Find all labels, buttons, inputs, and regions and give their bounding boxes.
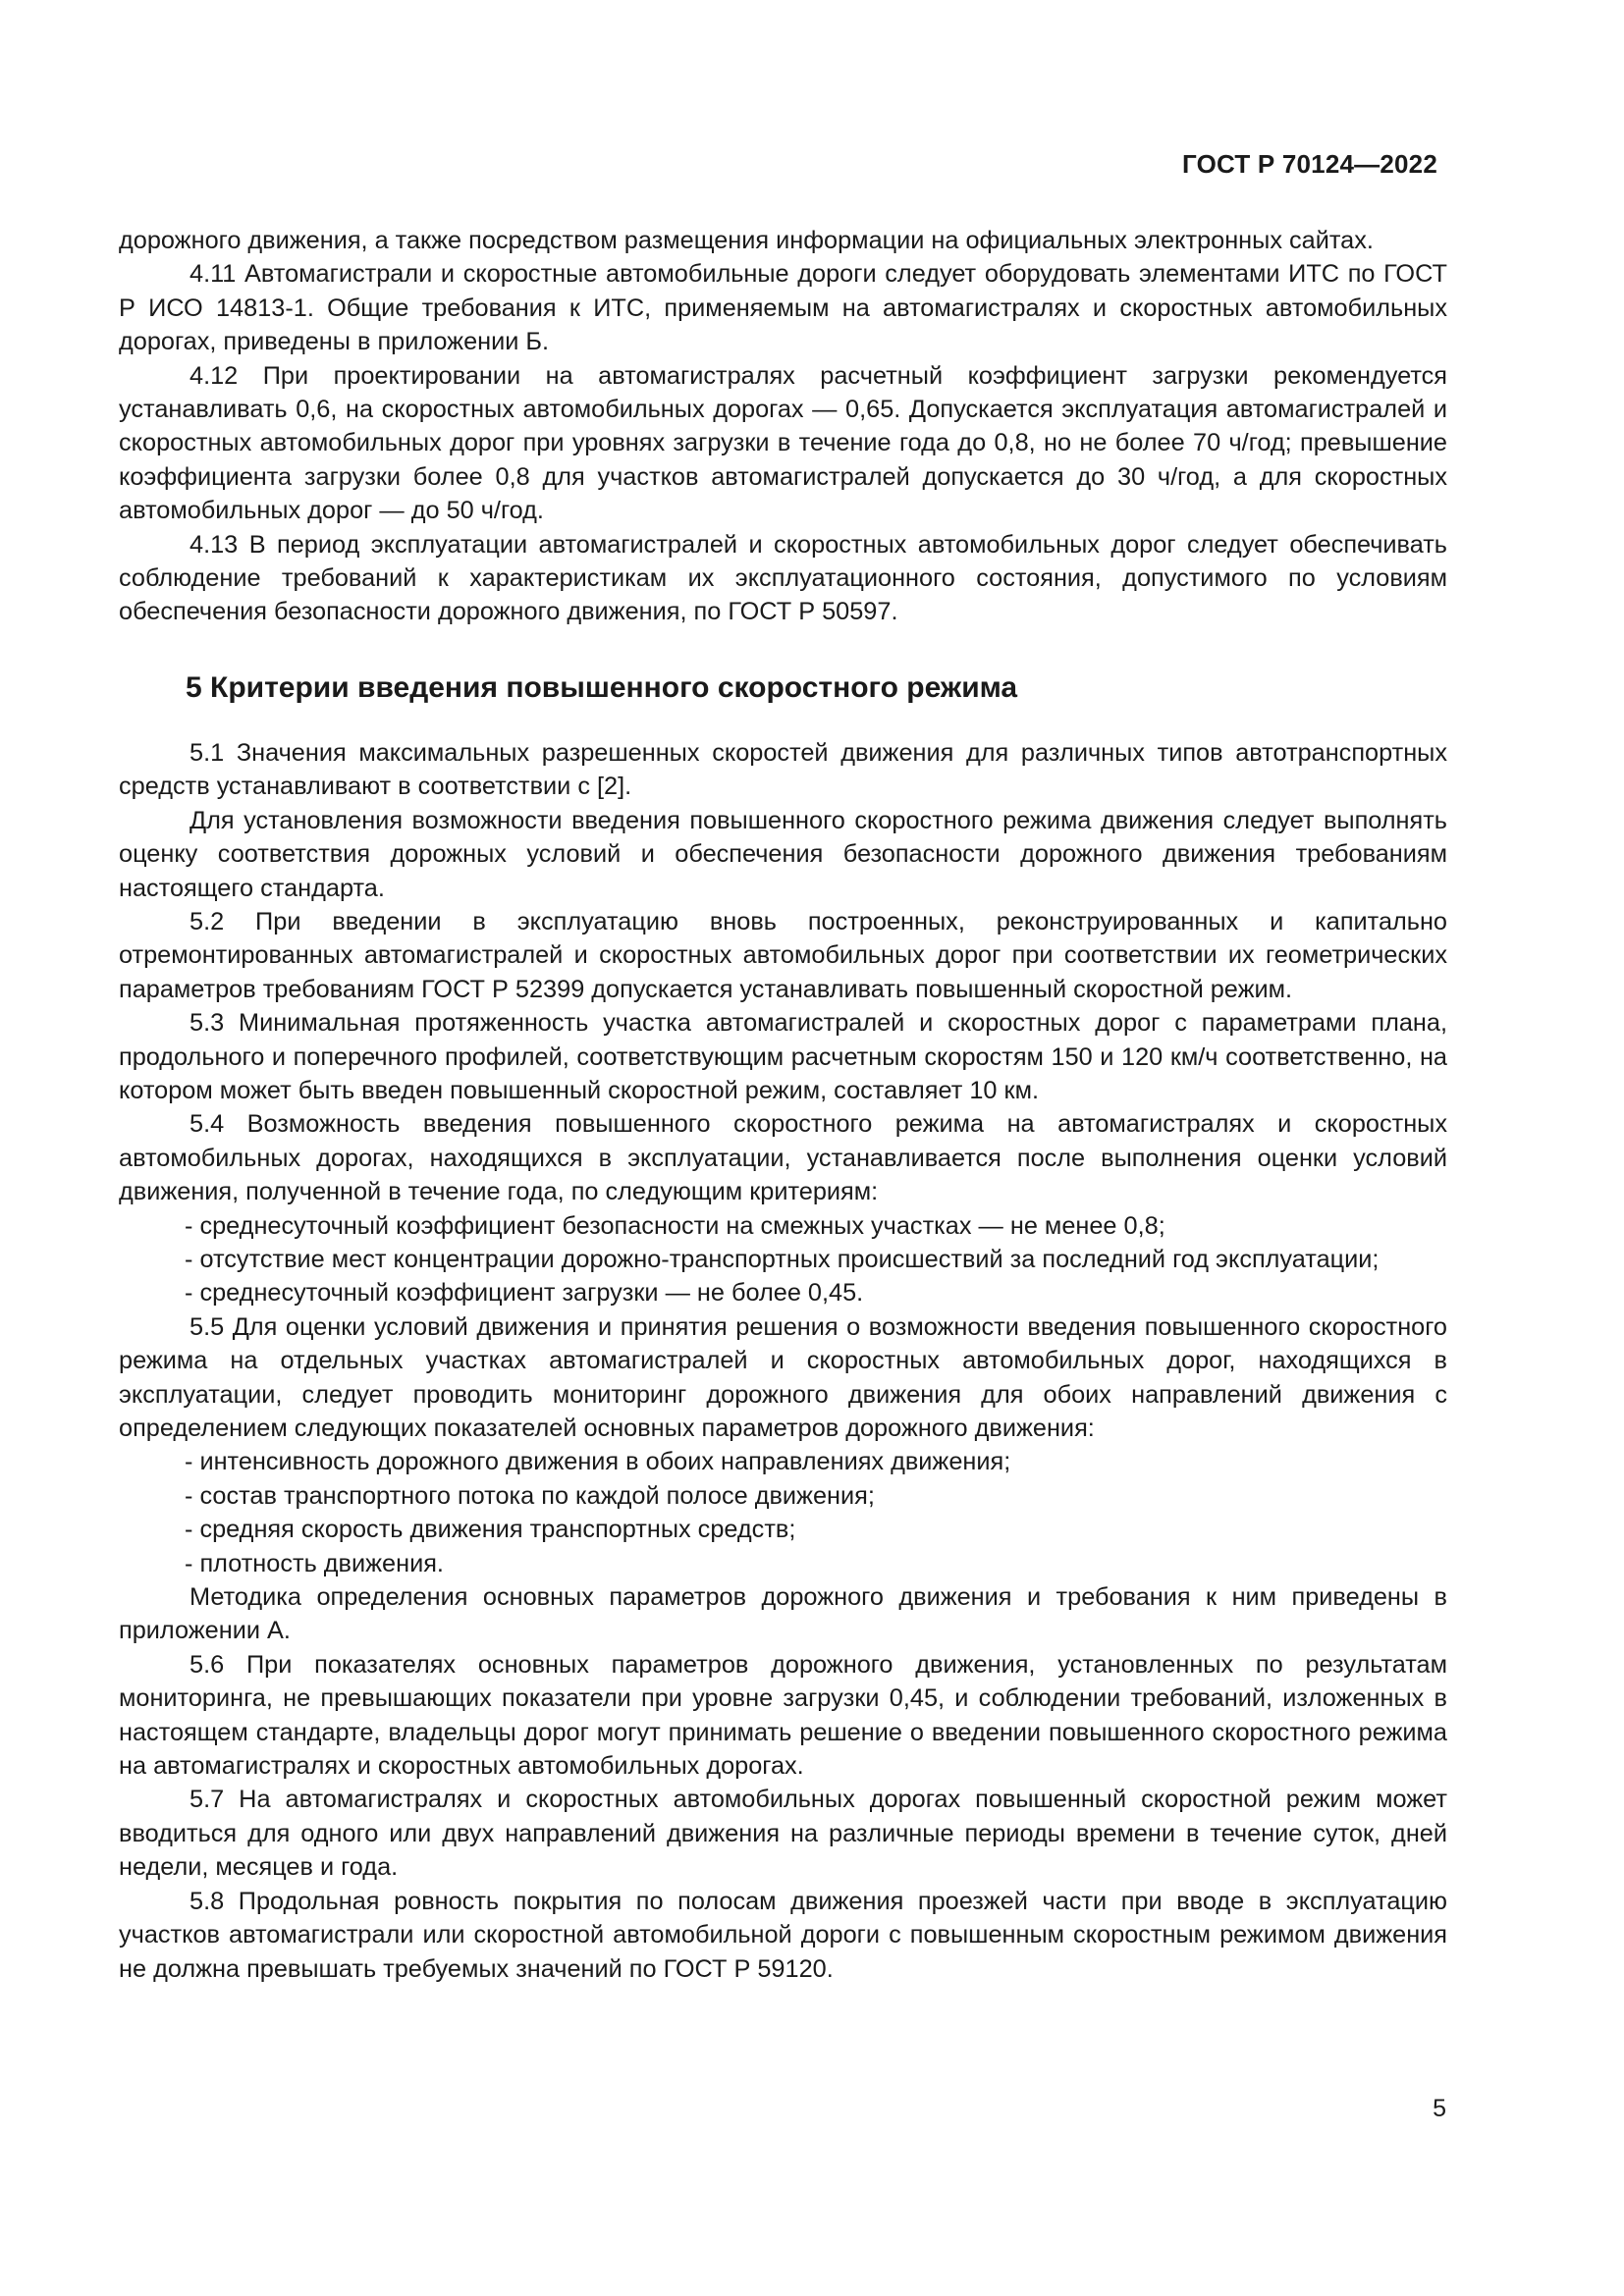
paragraph: 5.6 При показателях основных параметров дорожного движения, установленных по результатам мониторинга, не превышающих показатели при уровне загрузки 0,45, и соблюдении требований, изложенных в настоящем стандарте, владельцы дорог могут принимать решение о введении повышенного скоростного режима на автомагистралях и скоростных автомобильных дорогах.	[119, 1650, 1447, 1781]
list-item: - отсутствие мест концентрации дорожно-транспортных происшествий за последний год эксплуатации;	[185, 1245, 1380, 1273]
list-item: - средняя скорость движения транспортных средств;	[185, 1516, 796, 1544]
document-body	[119, 224, 1447, 1986]
list-item: - среднесуточный коэффициент безопасности на смежных участках — не менее 0,8;	[185, 1211, 1165, 1240]
paragraph: 5.2 При введении в эксплуатацию вновь построенных, реконструированных и капитально отремонтированных автомагистралей и скоростных автомобильных дорог при соответствии их геометрических параметров требованиям ГОСТ Р 52399 допускается устанавливать повышенный скоростной режим.	[119, 907, 1447, 1003]
list-item: - интенсивность дорожного движения в обоих направлениях движения;	[185, 1448, 1011, 1476]
section-heading: 5 Критерии введения повышенного скоростного режима	[186, 670, 1018, 704]
document-code-header: ГОСТ Р 70124—2022	[1182, 149, 1437, 179]
paragraph: 5.4 Возможность введения повышенного скоростного режима на автомагистралях и скоростных автомобильных дорогах, находящихся в эксплуатации, устанавливается после выполнения оценки условий движения, полученной в течение года, по следующим критериям:	[119, 1110, 1447, 1206]
paragraph: Для установления возможности введения повышенного скоростного режима движения следует выполнять оценку соответствия дорожных условий и обеспечения безопасности дорожного движения требованиям настоящего стандарта.	[119, 806, 1447, 902]
paragraph: 5.8 Продольная ровность покрытия по полосам движения проезжей части при вводе в эксплуатацию участков автомагистрали или скоростной автомобильной дороги с повышенным скоростным режимом движения не должна превышать требуемых значений по ГОСТ Р 59120.	[119, 1887, 1447, 1983]
paragraph: 4.11 Автомагистрали и скоростные автомобильные дороги следует оборудовать элементами ИТС по ГОСТ Р ИСО 14813-1. Общие требования к ИТС, применяемым на автомагистралях и скоростных автомобильных дорогах, приведены в приложении Б.	[119, 260, 1447, 356]
paragraph: Методика определения основных параметров дорожного движения и требования к ним приведены в приложении А.	[119, 1583, 1447, 1645]
paragraph: 5.5 Для оценки условий движения и принятия решения о возможности введения повышенного скоростного режима на отдельных участках автомагистралей и скоростных автомобильных дорог, находящихся в эксплуатации, следует проводить мониторинг дорожного движения для обоих направлений движения с определением следующих показателей основных параметров дорожного движения:	[119, 1312, 1447, 1442]
paragraph: дорожного движения, а также посредством размещения информации на официальных электронных сайтах.	[119, 227, 1374, 254]
paragraph: 4.12 При проектировании на автомагистралях расчетный коэффициент загрузки рекомендуется устанавливать 0,6, на скоростных автомобильных дорогах — 0,65. Допускается эксплуатация автомагистралей и скоростных автомобильных дорог при уровнях загрузки в течение года до 0,8, но не более 70 ч/год; превышение коэффициента загрузки более 0,8 для участков автомагистралей допускается до 30 ч/год, а для скоростных автомобильных дорог — до 50 ч/год.	[119, 361, 1447, 525]
list-item: - состав транспортного потока по каждой полосе движения;	[185, 1481, 875, 1510]
paragraph: 5.3 Минимальная протяженность участка автомагистралей и скоростных дорог с параметрами плана, продольного и поперечного профилей, соответствующим расчетным скоростям 150 и 120 км/ч соответственно, на котором может быть введен повышенный скоростной режим, составляет 10 км.	[119, 1009, 1447, 1104]
list-item: - среднесуточный коэффициент загрузки — не более 0,45.	[185, 1279, 864, 1308]
list-item: - плотность движения.	[185, 1549, 444, 1577]
paragraph: 5.7 На автомагистралях и скоростных автомобильных дорогах повышенный скоростной режим может вводиться для одного или двух направлений движения на различные периоды времени в течение суток, дней недели, месяцев и года.	[119, 1786, 1447, 1882]
paragraph: 5.1 Значения максимальных разрешенных скоростей движения для различных типов автотранспортных средств устанавливают в соответствии с [2].	[119, 738, 1447, 801]
paragraph: 4.13 В период эксплуатации автомагистралей и скоростных автомобильных дорог следует обеспечивать соблюдение требований к характеристикам их эксплуатационного состояния, допустимого по условиям обеспечения безопасности дорожного движения, по ГОСТ Р 50597.	[119, 530, 1447, 626]
page-number: 5	[1433, 2095, 1446, 2122]
